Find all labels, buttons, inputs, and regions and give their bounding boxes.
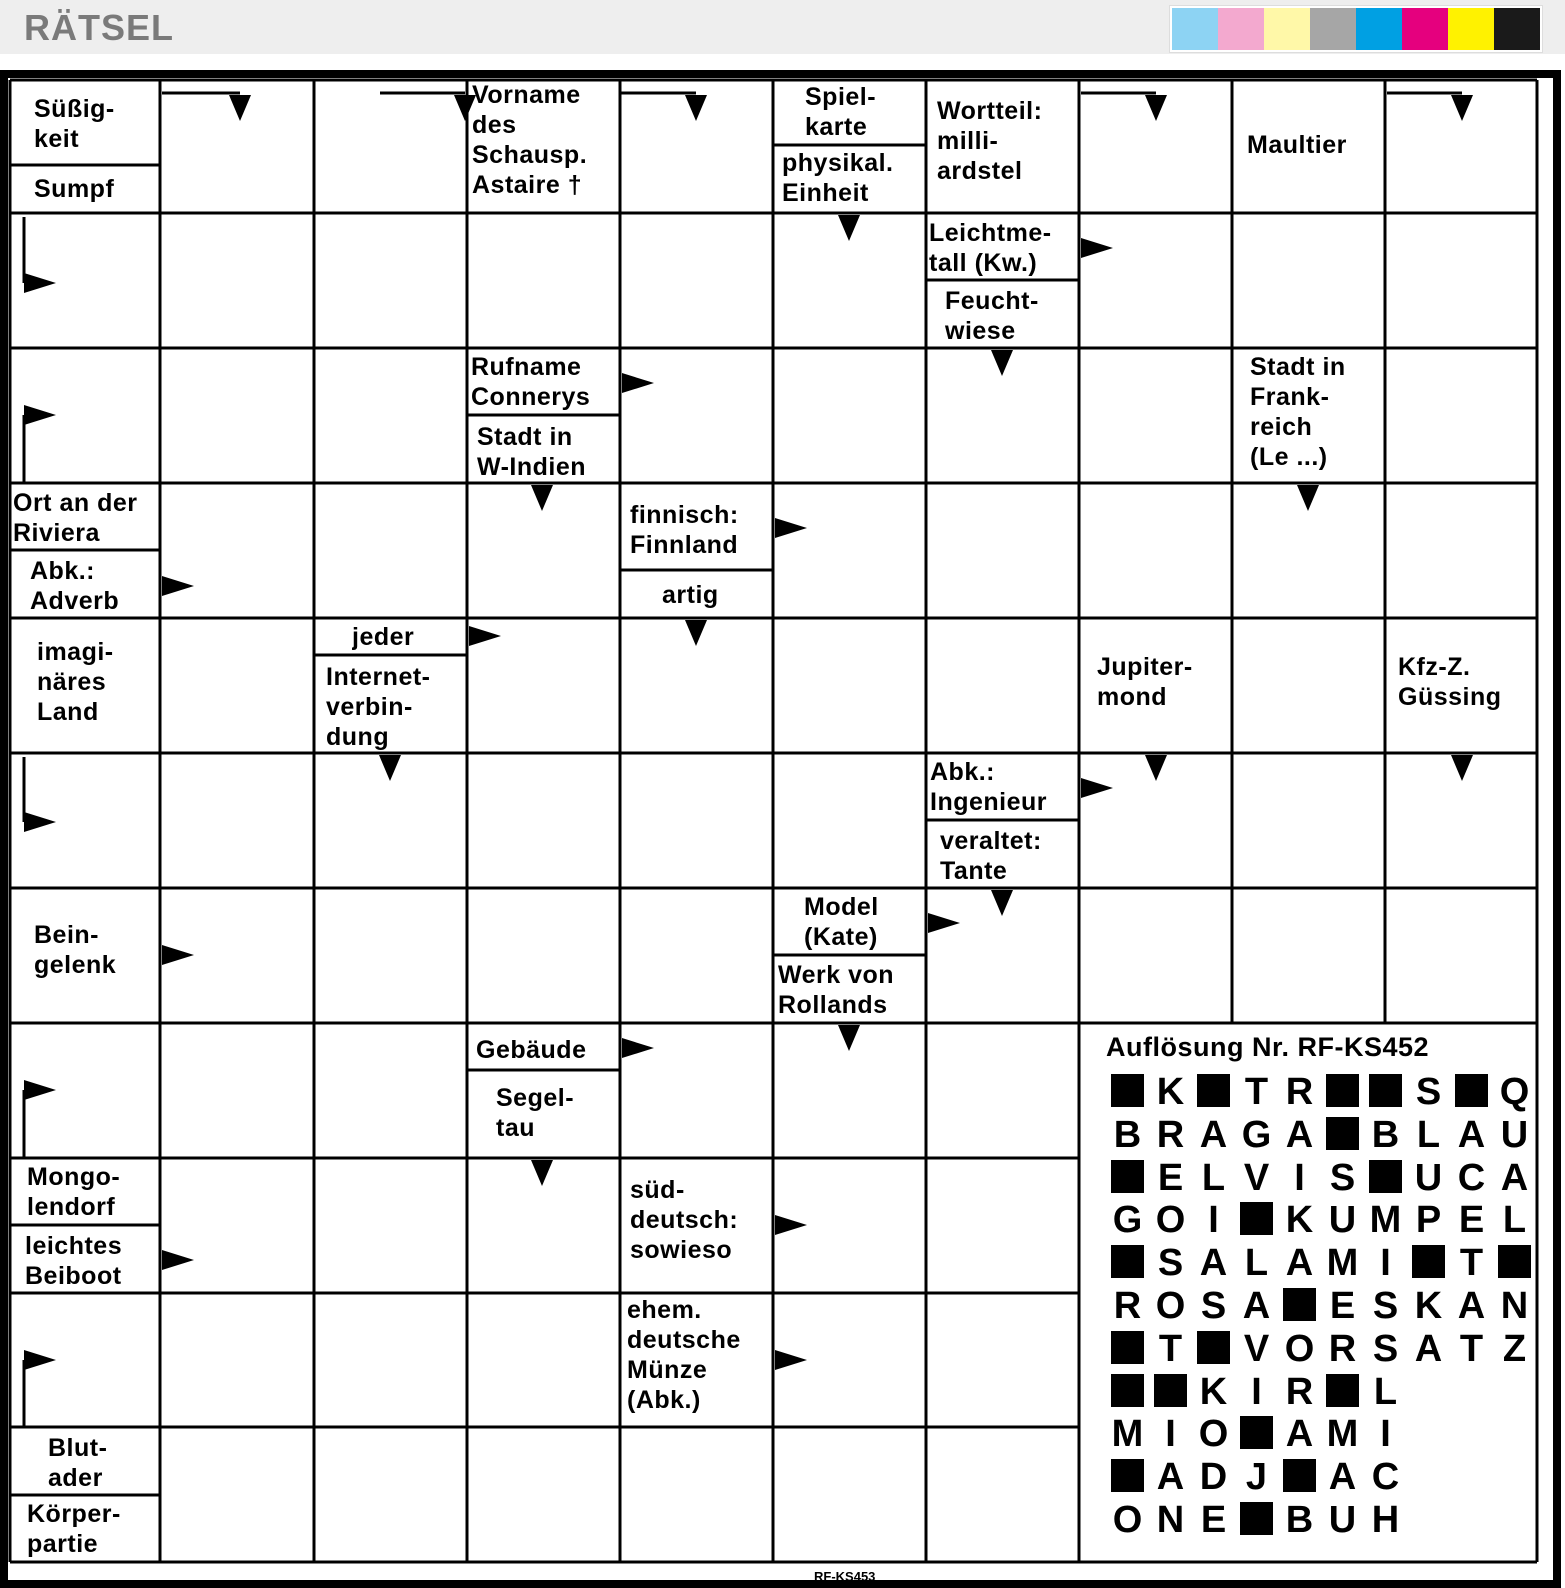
solution-letter: B <box>1371 1113 1400 1156</box>
solution-letter: O <box>1155 1199 1186 1242</box>
answer-cell[interactable] <box>620 753 773 888</box>
solution-block-square <box>1326 1074 1359 1107</box>
solution-block-square <box>1283 1459 1316 1492</box>
clue-text: süd- deutsch: sowieso <box>630 1176 739 1264</box>
answer-cell[interactable] <box>10 213 160 348</box>
solution-letter <box>1321 1114 1364 1157</box>
solution-letter: A <box>1242 1285 1271 1327</box>
answer-cell[interactable] <box>1079 483 1232 618</box>
clue-text: Sumpf <box>34 175 115 203</box>
answer-cell[interactable] <box>926 483 1079 618</box>
solution-block-square <box>1369 1160 1402 1193</box>
solution-row <box>1106 1328 1536 1371</box>
answer-cell[interactable] <box>926 348 1079 483</box>
solution-block-square <box>1240 1202 1273 1235</box>
solution-letter: R <box>1285 1370 1314 1413</box>
answer-cell[interactable] <box>1385 348 1537 483</box>
clue-text: imagi- näres Land <box>37 638 114 726</box>
solution-block-square <box>1154 1374 1187 1407</box>
color-swatch <box>1494 8 1540 50</box>
answer-cell[interactable] <box>160 888 314 1023</box>
solution-letter: U <box>1414 1156 1443 1199</box>
answer-cell[interactable] <box>10 348 160 483</box>
solution-letter: O <box>1155 1285 1186 1327</box>
solution-letter: A <box>1457 1113 1486 1156</box>
solution-letter: A <box>1199 1242 1228 1285</box>
clue-text: Gebäude <box>476 1036 587 1064</box>
solution-letter <box>1364 1071 1407 1114</box>
answer-cell[interactable] <box>10 753 160 888</box>
solution-letter: E <box>1458 1199 1485 1242</box>
solution-letter <box>1278 1285 1321 1328</box>
solution-letter <box>1106 1157 1149 1200</box>
answer-cell[interactable] <box>620 348 773 483</box>
solution-letter <box>1192 1071 1235 1114</box>
answer-cell[interactable] <box>160 80 314 213</box>
solution-letter: A <box>1285 1413 1314 1456</box>
solution-letter: N <box>1156 1499 1185 1541</box>
answer-cell[interactable] <box>467 1158 620 1293</box>
answer-cell[interactable] <box>926 618 1079 753</box>
answer-cell[interactable] <box>773 483 926 618</box>
solution-block-square <box>1240 1416 1273 1449</box>
solution-letter: Q <box>1499 1071 1530 1113</box>
answer-cell[interactable] <box>926 1023 1079 1158</box>
solution-letter: L <box>1373 1370 1398 1413</box>
solution-row <box>1106 1199 1536 1242</box>
clue-text: physikal. Einheit <box>782 149 894 207</box>
clue-text: Rufname Connerys <box>471 353 591 411</box>
answer-cell[interactable] <box>1232 213 1385 348</box>
clue-text: Segel- tau <box>496 1084 575 1142</box>
answer-cell[interactable] <box>773 1023 926 1158</box>
solution-letter <box>1450 1071 1493 1114</box>
solution-title: Auflösung Nr. RF-KS452 <box>1106 1032 1430 1062</box>
answer-cell[interactable] <box>1385 213 1537 348</box>
solution-letter: R <box>1156 1113 1185 1156</box>
solution-letter: T <box>1459 1242 1484 1285</box>
solution-letter: A <box>1328 1456 1357 1499</box>
answer-cell[interactable] <box>314 888 467 1023</box>
solution-letter: L <box>1502 1199 1527 1242</box>
answer-cell[interactable] <box>314 1293 467 1427</box>
solution-letter: O <box>1198 1413 1229 1456</box>
solution-letter <box>1106 1371 1149 1414</box>
answer-cell[interactable] <box>926 1293 1079 1427</box>
clue-text: Jupiter- mond <box>1097 653 1193 711</box>
solution-letter: B <box>1113 1113 1142 1156</box>
solution-letter: E <box>1157 1156 1184 1199</box>
solution-letter: P <box>1415 1199 1442 1242</box>
solution-letter <box>1493 1242 1536 1285</box>
answer-cell[interactable] <box>773 1158 926 1293</box>
solution-letter: I <box>1380 1242 1391 1285</box>
clue-text: Süßig- keit <box>34 95 115 153</box>
answer-cell[interactable] <box>1079 753 1232 888</box>
solution-letter: K <box>1414 1285 1443 1327</box>
solution-block-square <box>1369 1074 1402 1107</box>
color-swatch <box>1218 8 1264 50</box>
solution-letter <box>1278 1456 1321 1499</box>
solution-letter: A <box>1156 1456 1185 1499</box>
answer-cell[interactable] <box>160 348 314 483</box>
solution-block-square <box>1111 1331 1144 1364</box>
solution-letter: M <box>1111 1413 1144 1456</box>
solution-block-square <box>1111 1459 1144 1492</box>
answer-cell[interactable] <box>160 618 314 753</box>
solution-block-square <box>1283 1288 1316 1321</box>
solution-letter: M <box>1326 1242 1359 1285</box>
color-swatch <box>1310 8 1356 50</box>
clue-text: Internet- verbin- dung <box>326 663 431 751</box>
solution-letter: E <box>1200 1499 1227 1541</box>
solution-row <box>1106 1499 1407 1542</box>
solution-letter: K <box>1285 1199 1314 1242</box>
solution-letter <box>1106 1328 1149 1371</box>
solution-row <box>1106 1157 1536 1200</box>
solution-letter: C <box>1457 1156 1486 1199</box>
clue-text: Wortteil: milli- ardstel <box>937 97 1043 185</box>
solution-letter <box>1106 1242 1149 1285</box>
solution-letter: O <box>1284 1327 1315 1370</box>
solution-letter: S <box>1329 1156 1356 1199</box>
answer-cell[interactable] <box>160 1023 314 1158</box>
answer-cell[interactable] <box>160 1158 314 1293</box>
solution-letter: K <box>1156 1071 1185 1113</box>
header-bar <box>0 0 1565 54</box>
solution-letter: I <box>1294 1156 1305 1199</box>
answer-cell[interactable] <box>1385 483 1537 618</box>
solution-letter: T <box>1158 1327 1183 1370</box>
solution-block-square <box>1455 1074 1488 1107</box>
clue-text: jeder <box>352 623 415 651</box>
clue-text: Stadt in W-Indien <box>477 423 587 481</box>
answer-cell[interactable] <box>620 80 773 213</box>
solution-letter <box>1235 1499 1278 1542</box>
clue-text: Leichtme- tall (Kw.) <box>929 219 1052 277</box>
solution-row <box>1106 1413 1407 1456</box>
solution-letter: U <box>1328 1199 1357 1242</box>
solution-block-square <box>1197 1074 1230 1107</box>
solution-letter: S <box>1372 1327 1399 1370</box>
solution-letter <box>1321 1071 1364 1114</box>
clue-text: Maultier <box>1247 131 1347 159</box>
solution-letter <box>1106 1071 1149 1114</box>
answer-cell[interactable] <box>773 618 926 753</box>
clue-text: Bein- gelenk <box>34 921 117 979</box>
answer-cell[interactable] <box>1079 888 1232 1023</box>
page-title: RÄTSEL <box>24 7 174 48</box>
solution-letter: N <box>1500 1285 1529 1327</box>
solution-letter: A <box>1199 1113 1228 1156</box>
solution-block-square <box>1498 1245 1531 1278</box>
solution-letter: L <box>1416 1113 1441 1156</box>
clue-text: finnisch: Finnland <box>630 501 739 559</box>
answer-cell[interactable] <box>467 1427 620 1562</box>
solution-block-square <box>1240 1502 1273 1535</box>
solution-letter: I <box>1251 1370 1262 1413</box>
answer-cell[interactable] <box>773 1293 926 1427</box>
solution-row <box>1106 1456 1407 1499</box>
solution-letter: D <box>1199 1456 1228 1499</box>
answer-cell[interactable] <box>160 1427 314 1562</box>
solution-letter <box>1364 1157 1407 1200</box>
clue-text: Kfz-Z. Güssing <box>1398 653 1502 711</box>
solution-letter: S <box>1415 1071 1442 1113</box>
answer-cell[interactable] <box>10 1293 160 1427</box>
answer-cell[interactable] <box>773 1427 926 1562</box>
solution-letter: A <box>1457 1285 1486 1327</box>
solution-letter: L <box>1244 1242 1269 1285</box>
solution-letter: Z <box>1502 1327 1527 1370</box>
solution-block-square <box>1111 1074 1144 1107</box>
solution-letter: R <box>1113 1285 1142 1327</box>
solution-row <box>1106 1285 1536 1328</box>
answer-cell[interactable] <box>620 213 773 348</box>
answer-cell[interactable] <box>160 753 314 888</box>
answer-cell[interactable] <box>926 888 1079 1023</box>
puzzle-code: RF-KS453 <box>814 1569 876 1584</box>
solution-letter: H <box>1371 1499 1400 1541</box>
color-swatch <box>1448 8 1494 50</box>
solution-row <box>1106 1242 1536 1285</box>
solution-block-square <box>1111 1374 1144 1407</box>
solution-letter: O <box>1112 1499 1143 1541</box>
answer-cell[interactable] <box>467 483 620 618</box>
clue-text: Körper- partie <box>27 1500 121 1558</box>
solution-row <box>1106 1371 1407 1414</box>
answer-cell[interactable] <box>467 1293 620 1427</box>
solution-letter: G <box>1241 1113 1272 1156</box>
solution-letter: U <box>1328 1499 1357 1541</box>
solution-block-square <box>1326 1374 1359 1407</box>
clue-text: Model (Kate) <box>804 893 879 951</box>
answer-cell[interactable] <box>926 1427 1079 1562</box>
answer-cell[interactable] <box>314 483 467 618</box>
clue-text: Spiel- karte <box>805 83 877 141</box>
answer-cell[interactable] <box>1079 80 1232 213</box>
solution-letter: V <box>1243 1156 1270 1199</box>
color-swatch <box>1264 8 1310 50</box>
solution-letter: K <box>1199 1370 1228 1413</box>
solution-letter: S <box>1372 1285 1399 1327</box>
solution-letter: A <box>1414 1327 1443 1370</box>
answer-cell[interactable] <box>1385 80 1537 213</box>
answer-cell[interactable] <box>773 753 926 888</box>
clue-text: ehem. deutsche Münze (Abk.) <box>627 1296 741 1414</box>
solution-block-square <box>1326 1117 1359 1150</box>
answer-cell[interactable] <box>467 213 620 348</box>
answer-cell[interactable] <box>1079 348 1232 483</box>
answer-cell[interactable] <box>1232 618 1385 753</box>
solution-letter: I <box>1165 1413 1176 1456</box>
clue-text: Stadt in Frank- reich (Le ...) <box>1250 353 1346 471</box>
solution-letter <box>1106 1456 1149 1499</box>
clue-text: veraltet: Tante <box>940 827 1042 885</box>
answer-cell[interactable] <box>773 213 926 348</box>
answer-cell[interactable] <box>1079 213 1232 348</box>
solution-letter <box>1407 1242 1450 1285</box>
clue-text: Werk von Rollands <box>778 961 895 1019</box>
solution-letter: B <box>1285 1499 1314 1541</box>
color-swatch <box>1356 8 1402 50</box>
answer-cell[interactable] <box>1232 888 1385 1023</box>
solution-row <box>1106 1114 1536 1157</box>
answer-cell[interactable] <box>467 888 620 1023</box>
solution-block-square <box>1412 1245 1445 1278</box>
answer-cell[interactable] <box>620 1023 773 1158</box>
answer-cell[interactable] <box>1385 888 1537 1023</box>
answer-cell[interactable] <box>160 483 314 618</box>
solution-letter <box>1149 1371 1192 1414</box>
answer-cell[interactable] <box>1232 483 1385 618</box>
answer-cell[interactable] <box>1385 753 1537 888</box>
solution-letter: S <box>1200 1285 1227 1327</box>
answer-cell[interactable] <box>620 618 773 753</box>
solution-letter: V <box>1243 1327 1270 1370</box>
solution-letter <box>1192 1328 1235 1371</box>
solution-letter: U <box>1500 1113 1529 1156</box>
solution-letter: A <box>1285 1242 1314 1285</box>
answer-cell[interactable] <box>620 888 773 1023</box>
color-swatches <box>1170 6 1542 52</box>
solution-letter: R <box>1285 1071 1314 1113</box>
answer-cell[interactable] <box>314 1158 467 1293</box>
answer-cell[interactable] <box>160 1293 314 1427</box>
solution-letter: T <box>1459 1327 1484 1370</box>
clue-text: Feucht- wiese <box>945 287 1039 345</box>
answer-cell[interactable] <box>314 80 467 213</box>
clue-text: Vorname des Schausp. Astaire † <box>472 81 588 199</box>
clue-text: Abk.: Ingenieur <box>930 758 1048 816</box>
solution-letter: M <box>1326 1413 1359 1456</box>
solution-letter: I <box>1380 1413 1391 1456</box>
answer-cell[interactable] <box>314 1427 467 1562</box>
solution-letter: A <box>1285 1113 1314 1156</box>
solution-letter: J <box>1245 1456 1268 1499</box>
answer-cell[interactable] <box>160 213 314 348</box>
clue-text: Ort an der Riviera <box>13 489 138 547</box>
clue-text: Blut- ader <box>48 1434 108 1492</box>
solution-letter <box>1321 1371 1364 1414</box>
answer-cell[interactable] <box>620 1427 773 1562</box>
answer-cell[interactable] <box>926 1158 1079 1293</box>
answer-cell[interactable] <box>314 1023 467 1158</box>
solution-letter: R <box>1328 1327 1357 1370</box>
answer-cell[interactable] <box>314 753 467 888</box>
solution-letter: E <box>1329 1285 1356 1327</box>
clue-text: artig <box>662 581 719 609</box>
clue-text: Abk.: Adverb <box>30 557 120 615</box>
answer-cell[interactable] <box>1232 753 1385 888</box>
answer-cell[interactable] <box>467 753 620 888</box>
solution-letter <box>1235 1413 1278 1456</box>
solution-letter: L <box>1201 1156 1226 1199</box>
solution-letter: A <box>1500 1156 1529 1199</box>
solution-letter: C <box>1371 1456 1400 1499</box>
solution-letter <box>1235 1199 1278 1242</box>
clue-text: leichtes Beiboot <box>25 1232 123 1290</box>
solution-block-square <box>1111 1160 1144 1193</box>
solution-letter: T <box>1244 1071 1269 1113</box>
clue-text: Mongo- lendorf <box>27 1163 121 1221</box>
answer-cell[interactable] <box>773 348 926 483</box>
solution-letter: S <box>1157 1242 1184 1285</box>
color-swatch <box>1402 8 1448 50</box>
answer-cell[interactable] <box>467 618 620 753</box>
solution-block-square <box>1197 1331 1230 1364</box>
answer-cell[interactable] <box>314 213 467 348</box>
solution-row <box>1106 1071 1536 1114</box>
solution-letter: G <box>1112 1199 1143 1242</box>
solution-letter: I <box>1208 1199 1219 1242</box>
answer-cell[interactable] <box>10 1023 160 1158</box>
color-swatch <box>1172 8 1218 50</box>
answer-cell[interactable] <box>314 348 467 483</box>
solution-block-square <box>1111 1245 1144 1278</box>
solution-letter: M <box>1369 1199 1402 1242</box>
